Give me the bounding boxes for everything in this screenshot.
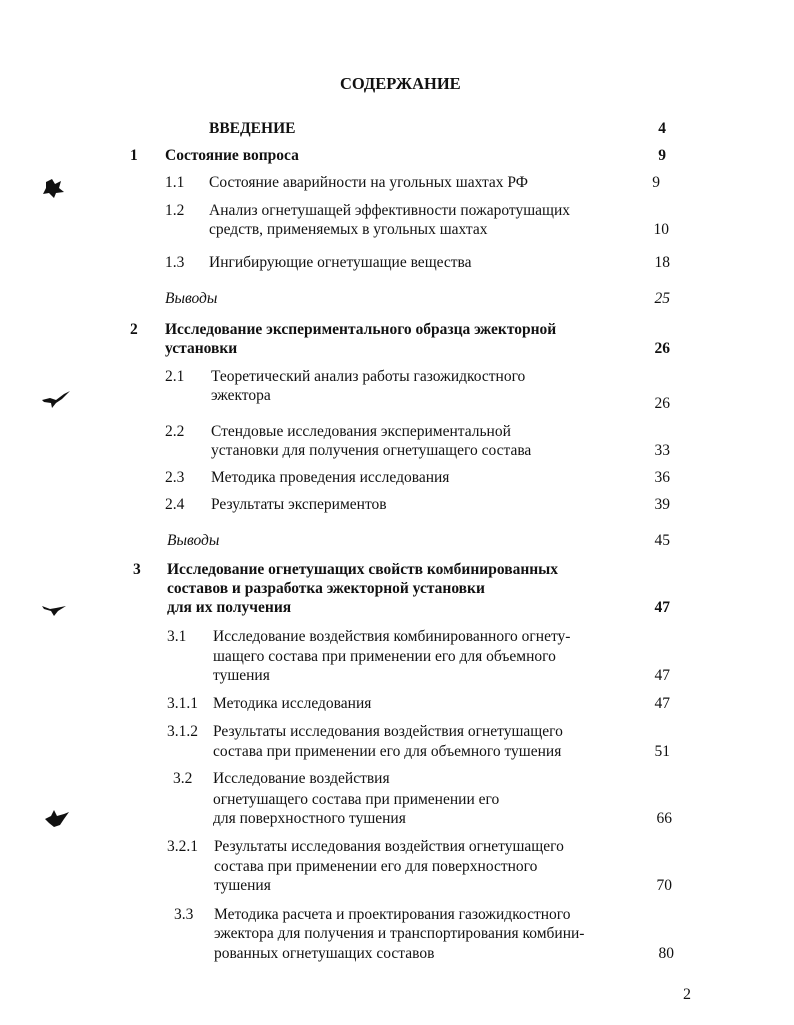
toc-ch1-page: 9	[658, 147, 666, 164]
toc-conclusions-1-label: Выводы	[165, 290, 218, 307]
toc-ch3-line3: для их получения	[167, 599, 292, 616]
toc-ch2-page: 26	[654, 340, 670, 357]
toc-s3-2-page: 66	[656, 810, 672, 827]
toc-ch3-line1: Исследование огнетушащих свойств комбинированных	[167, 561, 559, 578]
toc-ch1-label: Состояние вопроса	[165, 147, 299, 164]
toc-s1-2-line2: средств, применяемых в угольных шахтах	[209, 221, 488, 238]
toc-s3-1-line2: шащего состава при применении его для объемного	[213, 648, 556, 665]
toc-conclusions-2-page: 45	[654, 532, 670, 549]
toc-s3-1-line3: тушения	[213, 667, 270, 684]
toc-s2-3-num: 2.3	[165, 469, 185, 486]
toc-s1-1-label: Состояние аварийности на угольных шахтах РФ	[209, 174, 529, 191]
toc-s2-2-line1: Стендовые исследования экспериментальной	[211, 423, 511, 440]
toc-s3-1-2-page: 51	[654, 743, 670, 760]
toc-s1-2-num: 1.2	[165, 202, 185, 219]
toc-s2-1-page: 26	[654, 395, 670, 412]
toc-s3-1-page: 47	[654, 667, 670, 684]
toc-ch3-line2: составов и разработка эжекторной установки	[167, 580, 485, 597]
toc-s3-2-line3: для поверхностного тушения	[213, 810, 406, 827]
toc-ch3-num: 3	[133, 561, 141, 578]
toc-s3-2-1-line3: тушения	[214, 877, 271, 894]
toc-s3-3-num: 3.3	[174, 906, 194, 923]
toc-s2-2-num: 2.2	[165, 423, 185, 440]
page-number: 2	[683, 986, 691, 1003]
toc-intro-page: 4	[658, 120, 666, 137]
toc-s2-1-num: 2.1	[165, 368, 185, 385]
toc-s1-1-page: 9	[652, 174, 660, 191]
toc-s1-2-page: 10	[653, 221, 669, 238]
scan-bird-mark	[40, 602, 68, 618]
toc-ch2-num: 2	[130, 321, 138, 338]
toc-s2-4-page: 39	[654, 496, 670, 513]
toc-s3-2-1-num: 3.2.1	[167, 838, 198, 855]
toc-s3-1-num: 3.1	[167, 628, 187, 645]
toc-s3-2-line1: Исследование воздействия	[213, 770, 390, 787]
toc-s1-1-num: 1.1	[165, 174, 185, 191]
toc-ch2-line1: Исследование экспериментального образца эжекторной	[165, 321, 557, 338]
toc-s1-3-num: 1.3	[165, 254, 185, 271]
toc-s2-4-num: 2.4	[165, 496, 185, 513]
toc-s1-3-page: 18	[654, 254, 670, 271]
toc-s3-3-line2: эжектора для получения и транспортирования комбини-	[214, 925, 585, 942]
toc-ch2-line2: установки	[165, 340, 238, 357]
toc-s3-2-num: 3.2	[173, 770, 193, 787]
toc-ch1-num: 1	[130, 147, 138, 164]
toc-s2-1-line2: эжектора	[211, 387, 271, 404]
toc-s3-2-1-line1: Результаты исследования воздействия огнетушащего	[214, 838, 564, 855]
toc-s1-2-line1: Анализ огнетушащей эффективности пожаротушащих	[209, 202, 570, 219]
toc-s3-1-2-line2: состава при применении его для объемного тушения	[213, 743, 562, 760]
toc-conclusions-2-label: Выводы	[167, 532, 220, 549]
toc-s3-1-1-label: Методика исследования	[213, 695, 372, 712]
toc-conclusions-1-page: 25	[654, 290, 670, 307]
toc-s2-4-label: Результаты экспериментов	[211, 496, 387, 513]
scan-bird-mark	[40, 390, 72, 410]
scan-blot-mark	[40, 176, 66, 200]
toc-intro-label: ВВЕДЕНИЕ	[209, 120, 296, 137]
toc-s2-2-line2: установки для получения огнетушащего состава	[211, 442, 532, 459]
toc-s3-2-1-page: 70	[656, 877, 672, 894]
toc-s3-2-line2: огнетушащего состава при применении его	[213, 791, 500, 808]
toc-s3-1-2-line1: Результаты исследования воздействия огнетушащего	[213, 723, 563, 740]
toc-s2-3-page: 36	[654, 469, 670, 486]
toc-s3-1-1-num: 3.1.1	[167, 695, 198, 712]
toc-s2-2-page: 33	[654, 442, 670, 459]
toc-s3-1-2-num: 3.1.2	[167, 723, 198, 740]
toc-s3-3-page: 80	[658, 945, 674, 962]
toc-s3-1-1-page: 47	[654, 695, 670, 712]
toc-s2-1-line1: Теоретический анализ работы газожидкостного	[211, 368, 526, 385]
toc-s2-3-label: Методика проведения исследования	[211, 469, 450, 486]
scan-blot-mark	[42, 808, 72, 830]
toc-s3-3-line3: рованных огнетушащих составов	[214, 945, 435, 962]
toc-s3-2-1-line2: состава при применении его для поверхностного	[214, 858, 538, 875]
toc-s1-3-label: Ингибирующие огнетушащие вещества	[209, 254, 472, 271]
toc-s3-1-line1: Исследование воздействия комбинированного огнету-	[213, 628, 571, 645]
toc-ch3-page: 47	[654, 599, 670, 616]
page-title: СОДЕРЖАНИЕ	[340, 74, 461, 93]
toc-s3-3-line1: Методика расчета и проектирования газожидкостного	[214, 906, 571, 923]
